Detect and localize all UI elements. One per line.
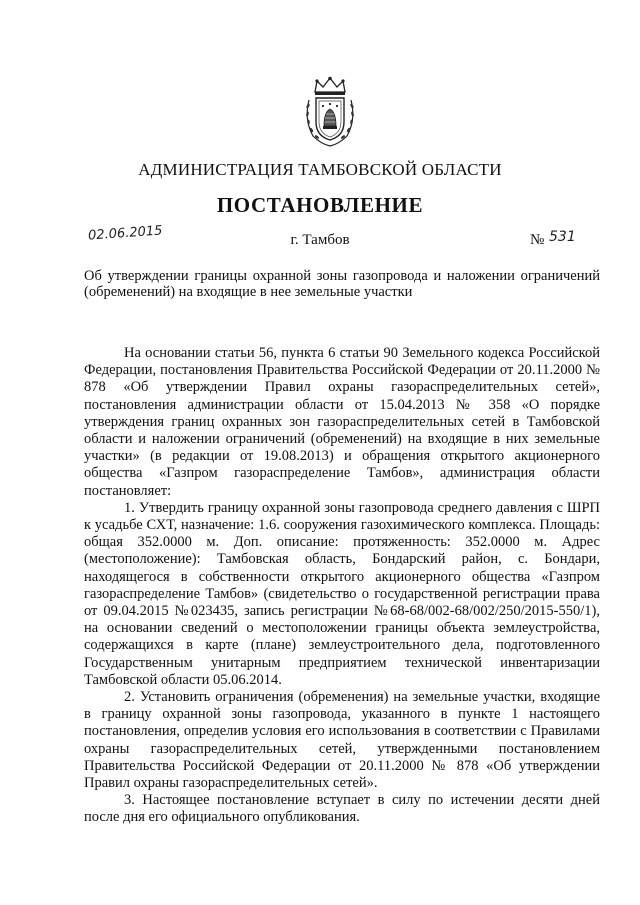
organization-name: АДМИНИСТРАЦИЯ ТАМБОВСКОЙ ОБЛАСТИ [138,160,502,179]
handwritten-number: 531 [549,229,576,245]
paragraph-item-1: 1. Утвердить границу охранной зоны газопровода среднего давления с ШРП к усадьбе СХТ, назначение: 1.6. сооружения газохимического комплекса. Площадь: общая 352.0000 м. Доп. описание: протяженность: 352.0000 м. Адрес (местоположение): Тамбовская область, Бондарский район, с. Бондари, находящегося в собственности открытого акционерного общества «Газпром газораспределение Тамбов» (свидетельство о государственной регистрации права от 09.04.2015 №023435, запись регистрации №68-68/002-68/002/250/2015-550/1), на основании сведений о местоположении границы объекта землеустройства, содержащихся в карте (плане) землеустроительного дела, подготовленного Государственным унитарным предприятием технической инвентаризации Тамбовской области 05.06.2014. [84,499,600,688]
subject-text: Об утверждении границы охранной зоны газопровода и наложении ограничений (обременений) на входящие в нее земельные участки [84,268,600,300]
city-name: г. Тамбов [290,232,350,248]
coat-of-arms-icon [303,76,357,148]
paragraph-item-3: 3. Настоящее постановление вступает в силу по истечении десяти дней после дня его официального опубликования. [84,792,600,826]
document-body [84,345,600,827]
number-label: № [530,232,545,248]
handwritten-date: 02.06.2015 [87,223,163,244]
coat-of-arms-emblem [303,76,357,148]
paragraph-preamble: На основании статьи 56, пункта 6 статьи 90 Земельного кодекса Российской Федерации, постановления Правительства Российской Федерации от 20.11.2000 № 878 «Об утверждении Правил охраны газораспределительных сетей», постановления администрации области от 15.04.2013 № 358 «О порядке утверждения границ охранных зон газораспределительных сетей в Тамбовской области и наложении ограничений (обременений) на входящие в них земельные участки» (в редакции от 19.08.2013) и обращения открытого акционерного общества «Газпром газораспределение Тамбов», администрация области постановляет: [84,345,600,499]
document-subject [84,268,600,300]
paragraph-item-2: 2. Установить ограничения (обременения) на земельные участки, входящие в границу охранной зоны газопровода, указанного в пункте 1 настоящего постановления, определив условия его использования в соответствии с Правилами охраны газораспределительных сетей, утвержденными постановлением Правительства Российской Федерации от 20.11.2000 № 878 «Об утверждении Правил охраны газораспределительных сетей». [84,689,600,792]
document-title: ПОСТАНОВЛЕНИЕ [216,193,424,217]
